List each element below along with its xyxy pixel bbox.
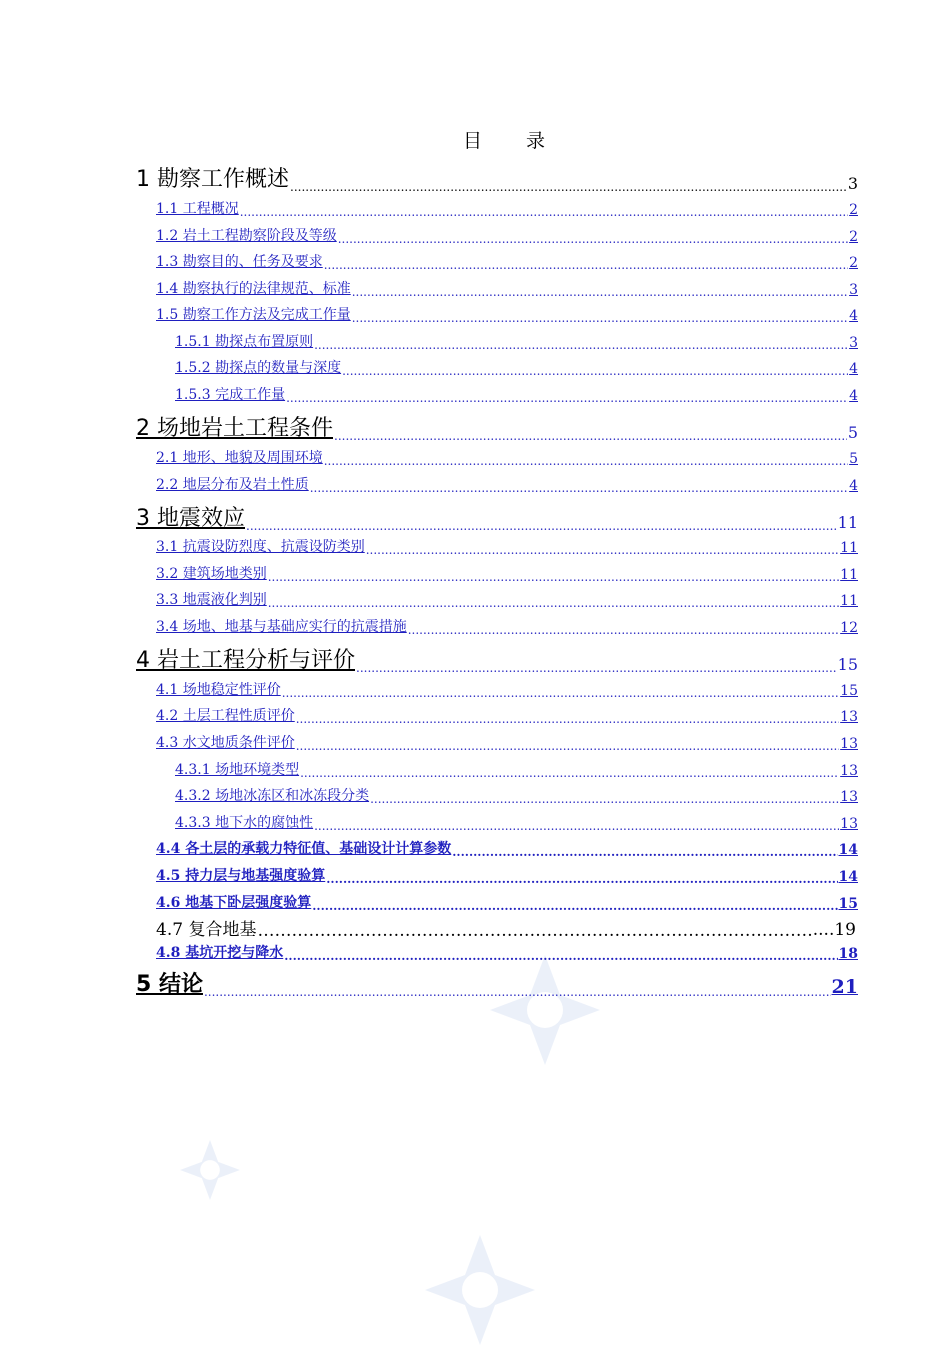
toc-entry[interactable] [175, 812, 858, 832]
toc-leader-dots [268, 595, 839, 609]
toc-leader-dots [284, 948, 837, 962]
toc-entry-page: 13 [840, 763, 858, 779]
toc-leader-dots [314, 337, 848, 351]
toc-entry-page: 5 [849, 451, 858, 467]
toc-entry[interactable] [175, 785, 858, 805]
toc-entry[interactable] [156, 705, 858, 725]
toc-entry-page: 21 [831, 976, 858, 998]
toc-entry[interactable] [156, 865, 858, 885]
toc-entry-label: 2 场地岩土工程条件 [136, 416, 333, 441]
toc-entry-label: 3.1 抗震设防烈度、抗震设防类别 [156, 539, 365, 555]
toc-leader-dots [366, 542, 839, 556]
toc-entry[interactable] [156, 732, 858, 752]
toc-entry-page: 2 [849, 255, 858, 271]
toc-entry[interactable] [156, 304, 858, 324]
toc-entry[interactable] [156, 563, 858, 583]
toc-entry-label: 1.1 工程概况 [156, 201, 239, 217]
toc-leader-dots [240, 204, 848, 218]
toc-entry-page: 13 [840, 816, 858, 832]
toc-leader-dots [452, 844, 837, 858]
toc-leader-dots [370, 791, 839, 805]
toc-entry[interactable] [156, 942, 858, 962]
toc-leader-dots [334, 428, 847, 442]
toc-entry[interactable] [136, 504, 858, 532]
toc-leader-dots [290, 179, 847, 193]
toc-entry-page: 13 [840, 736, 858, 752]
toc-entry-label: 4.3 水文地质条件评价 [156, 735, 295, 751]
toc-entry-page: 3 [849, 282, 858, 298]
toc-entry-page: 2 [849, 229, 858, 245]
toc-leader-dots [338, 231, 848, 245]
toc-entry[interactable] [156, 278, 858, 298]
toc-entry[interactable] [156, 536, 858, 556]
toc-entry-page: 11 [837, 513, 858, 532]
toc-entry-label: 4.3.1 场地环境类型 [175, 762, 300, 778]
toc-entry-label: 1.5.2 勘探点的数量与深度 [175, 360, 342, 376]
toc-entry-label: 1.2 岩土工程勘察阶段及等级 [156, 228, 337, 244]
toc-entry-label: 4.7 复合地基 [156, 920, 257, 940]
toc-entry-page: 11 [840, 593, 858, 609]
toc-leader-dots [356, 660, 837, 674]
toc-leader-dots [310, 480, 848, 494]
toc-entry-page: 14 [838, 842, 858, 858]
toc-entry-label: 4.1 场地稳定性评价 [156, 682, 281, 698]
toc-entry-label: 1.3 勘察目的、任务及要求 [156, 254, 323, 270]
toc-leader-dots [296, 738, 839, 752]
toc-entry[interactable] [156, 225, 858, 245]
toc-entry[interactable] [156, 251, 858, 271]
toc-leader-dots [324, 453, 848, 467]
toc-entry-page: 15 [840, 683, 858, 699]
toc-entry-page: 13 [840, 709, 858, 725]
toc-entry-label: 1.4 勘察执行的法律规范、标准 [156, 281, 351, 297]
toc-entry-page: 4 [849, 388, 858, 404]
toc-leader-dots [296, 711, 839, 725]
toc-entry-page: 4 [849, 478, 858, 494]
toc-leader-dots [246, 518, 837, 532]
toc-entry[interactable] [175, 384, 858, 404]
toc-entry-page: 3 [847, 174, 858, 193]
toc-leader-dots [282, 685, 839, 699]
toc-entry-label: 1.5 勘察工作方法及完成工作量 [156, 307, 351, 323]
toc-leader-dots [314, 818, 839, 832]
toc-leader-dots [326, 871, 837, 885]
toc-entry-label: 2.1 地形、地貌及周围环境 [156, 450, 323, 466]
toc-entry-label: 3.3 地震液化判别 [156, 592, 267, 608]
toc-entry-label: 1 勘察工作概述 [136, 167, 289, 192]
toc-entry-label: 4.5 持力层与地基强度验算 [156, 868, 326, 884]
toc-entry[interactable] [156, 474, 858, 494]
toc-entry[interactable] [156, 679, 858, 699]
toc-leader-dots [257, 918, 811, 940]
toc-entry-label: 5 结论 [136, 972, 203, 997]
toc-entry-label: 4.3.3 地下水的腐蚀性 [175, 815, 314, 831]
toc-entry-label: 1.5.3 完成工作量 [175, 387, 286, 403]
toc-leader-dots [342, 363, 848, 377]
toc-entry-page: 15 [837, 655, 858, 674]
toc-entry-label: 3.4 场地、地基与基础应实行的抗震措施 [156, 619, 407, 635]
toc-entry-page: 15 [838, 896, 858, 912]
toc-entry-page: 18 [838, 946, 858, 962]
toc-leader-dots [352, 284, 848, 298]
toc-entry[interactable] [136, 970, 858, 998]
toc-entry-page: 11 [840, 567, 858, 583]
toc-entry-label: 3 地震效应 [136, 506, 245, 531]
toc-entry-page: 11 [840, 540, 858, 556]
toc-entry[interactable] [156, 198, 858, 218]
toc-entry-label: 4.2 土层工程性质评价 [156, 708, 295, 724]
toc-entry[interactable] [156, 447, 858, 467]
toc-entry-page: 4 [849, 361, 858, 377]
toc-leader-dots [204, 984, 831, 998]
toc-entry-page: 2 [849, 202, 858, 218]
toc-entry[interactable] [156, 838, 858, 858]
toc-leader-dots [312, 898, 837, 912]
toc-entry[interactable] [136, 646, 858, 674]
toc-entry-page: 3 [849, 335, 858, 351]
toc-entry[interactable] [156, 616, 858, 636]
toc-entry-page: ....19 [812, 920, 856, 940]
toc-title: 目 录 [462, 130, 547, 152]
toc-entry[interactable] [175, 759, 858, 779]
toc-entry-page: 4 [849, 308, 858, 324]
toc-entry[interactable] [175, 357, 858, 377]
toc-entry-label: 4.8 基坑开挖与降水 [156, 945, 284, 961]
toc-entry[interactable] [156, 918, 856, 940]
toc-entry[interactable] [136, 414, 858, 442]
toc-leader-dots [300, 765, 839, 779]
toc-entry-label: 4.6 地基下卧层强度验算 [156, 895, 312, 911]
toc-leader-dots [286, 390, 848, 404]
toc-leader-dots [352, 310, 848, 324]
watermark-snowflake-icon [425, 1235, 535, 1345]
toc-entry-label: 3.2 建筑场地类别 [156, 566, 267, 582]
toc-entry-label: 4 岩土工程分析与评价 [136, 648, 355, 673]
watermark-snowflake-icon [180, 1140, 240, 1200]
toc-leader-dots [408, 622, 839, 636]
toc-leader-dots [324, 257, 848, 271]
toc-entry-label: 4.3.2 场地冰冻区和冰冻段分类 [175, 788, 370, 804]
toc-leader-dots [268, 569, 839, 583]
toc-entry[interactable] [175, 331, 858, 351]
toc-entry-label: 1.5.1 勘探点布置原则 [175, 334, 314, 350]
toc-entry[interactable] [136, 165, 858, 193]
toc-entry-page: 12 [840, 620, 858, 636]
toc-entry-label: 2.2 地层分布及岩土性质 [156, 477, 309, 493]
toc-entry-page: 14 [838, 869, 858, 885]
toc-entry-label: 4.4 各土层的承载力特征值、基础设计计算参数 [156, 841, 452, 857]
toc-entry[interactable] [156, 589, 858, 609]
toc-entry[interactable] [156, 892, 858, 912]
toc-entry-page: 13 [840, 789, 858, 805]
toc-entry-page: 5 [847, 423, 858, 442]
